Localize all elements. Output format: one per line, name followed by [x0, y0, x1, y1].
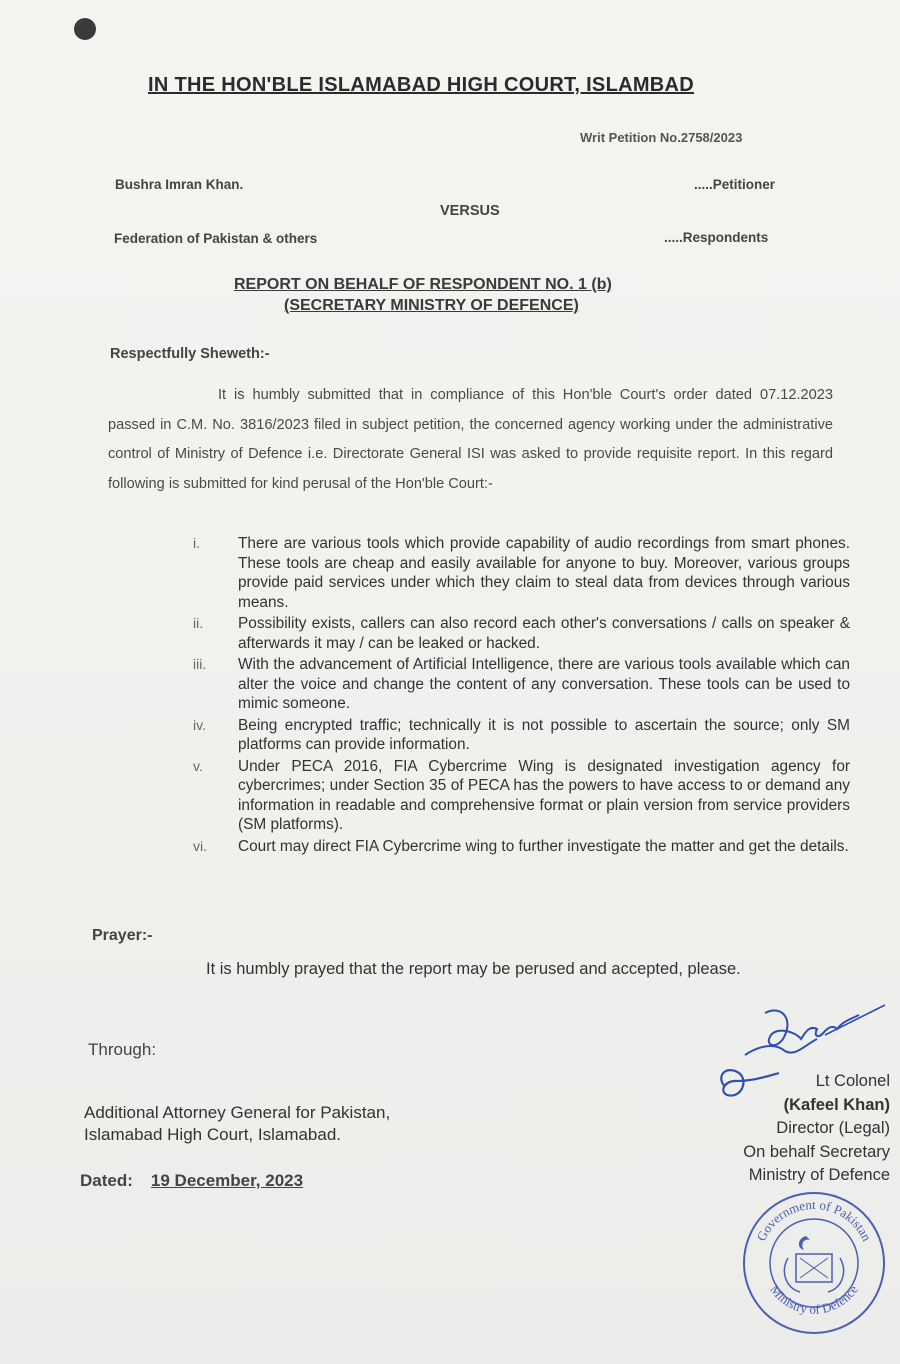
list-item-text: Being encrypted traffic; technically it is not possible to ascertain the source; only SM platforms can provide information. [238, 716, 850, 753]
salutation: Respectfully Sheweth:- [110, 346, 270, 362]
dated-value: 19 December, 2023 [150, 1171, 304, 1190]
list-item [185, 837, 850, 857]
list-item [185, 757, 850, 835]
signatory-behalf: On behalf Secretary [743, 1142, 890, 1161]
points-list [185, 534, 850, 858]
list-item-text: With the advancement of Artificial Intelligence, there are various tools available which can alter the voice and change the content of any conversation. These tools can be used to mimic someone. [238, 656, 850, 712]
intro-paragraph-text: It is humbly submitted that in compliance of this Hon'ble Court's order dated 07.12.2023 passed in C.M. No. 3816/2023 filed in subject petition, the concerned agency working under the administrative control of Ministry of Defence i.e. Directorate General ISI was asked to provide requisite report. In this regard following is submitted for kind perusal of the Hon'ble Court:- [108, 387, 833, 492]
signatory-designation: Director (Legal) [776, 1119, 890, 1137]
petitioner-name: Bushra Imran Khan. [115, 177, 244, 192]
versus-label: VERSUS [440, 203, 500, 219]
prayer-text: It is humbly prayed that the report may be perused and accepted, please. [206, 960, 741, 978]
dated-line [80, 1171, 303, 1191]
signatory-rank: Lt Colonel [815, 1072, 890, 1090]
through-block [84, 1102, 484, 1146]
petitioner-role: .....Petitioner [694, 177, 776, 192]
list-item-text: There are various tools which provide capability of audio recordings from smart phones. These tools are cheap and easily available for anyone to buy. Moreover, various groups provide paid services under which they claim to steal data from devices through various means. [238, 535, 850, 611]
list-item-number: vi. [193, 837, 207, 854]
through-line2: Islamabad High Court, Islamabad. [84, 1125, 342, 1144]
list-item-text: Possibility exists, callers can also record each other's conversations / calls on speaker & afterwards it may / can be leaked or hacked. [238, 615, 850, 652]
prayer-heading: Prayer:- [92, 927, 153, 944]
report-title-line2: (SECRETARY MINISTRY OF DEFENCE) [284, 297, 579, 314]
signatory-ministry: Ministry of Defence [748, 1166, 890, 1184]
list-item [185, 534, 850, 612]
respondent-role: .....Respondents [664, 230, 769, 245]
intro-paragraph [108, 381, 833, 499]
signatory-name: (Kafeel Khan) [783, 1095, 890, 1114]
official-seal-stamp [740, 1188, 888, 1338]
list-item-number: iii. [193, 656, 207, 672]
writ-petition-number: Writ Petition No.2758/2023 [580, 130, 743, 145]
dated-label: Dated: [80, 1171, 133, 1190]
report-title-line1: REPORT ON BEHALF OF RESPONDENT NO. 1 (b) [234, 276, 612, 293]
list-item-text: Court may direct FIA Cybercrime wing to further investigate the matter and get the details. [238, 837, 849, 855]
punch-hole [74, 18, 96, 40]
through-line1: Additional Attorney General for Pakistan, [84, 1103, 391, 1122]
seal-bottom-text: Ministry of Defence [767, 1281, 861, 1317]
list-item [185, 655, 850, 714]
list-item-number: v. [193, 757, 203, 774]
list-item-number: ii. [193, 615, 204, 631]
list-item-text: Under PECA 2016, FIA Cybercrime Wing is designated investigation agency for cybercrimes; under Section 35 of PECA has the powers to have access to or demand any information in readable and comprehensive format or plain version from service providers (SM platforms). [238, 757, 850, 833]
list-item-number: iv. [193, 716, 206, 733]
list-item [185, 716, 850, 755]
list-item [185, 614, 850, 653]
through-label: Through: [88, 1040, 157, 1059]
respondent-name: Federation of Pakistan & others [114, 231, 318, 246]
list-item-number: i. [193, 535, 200, 551]
seal-top-text: Government of Pakistan [753, 1196, 875, 1244]
signatory-block [670, 1070, 890, 1188]
court-title: IN THE HON'BLE ISLAMABAD HIGH COURT, ISLAMBAD [148, 74, 695, 96]
